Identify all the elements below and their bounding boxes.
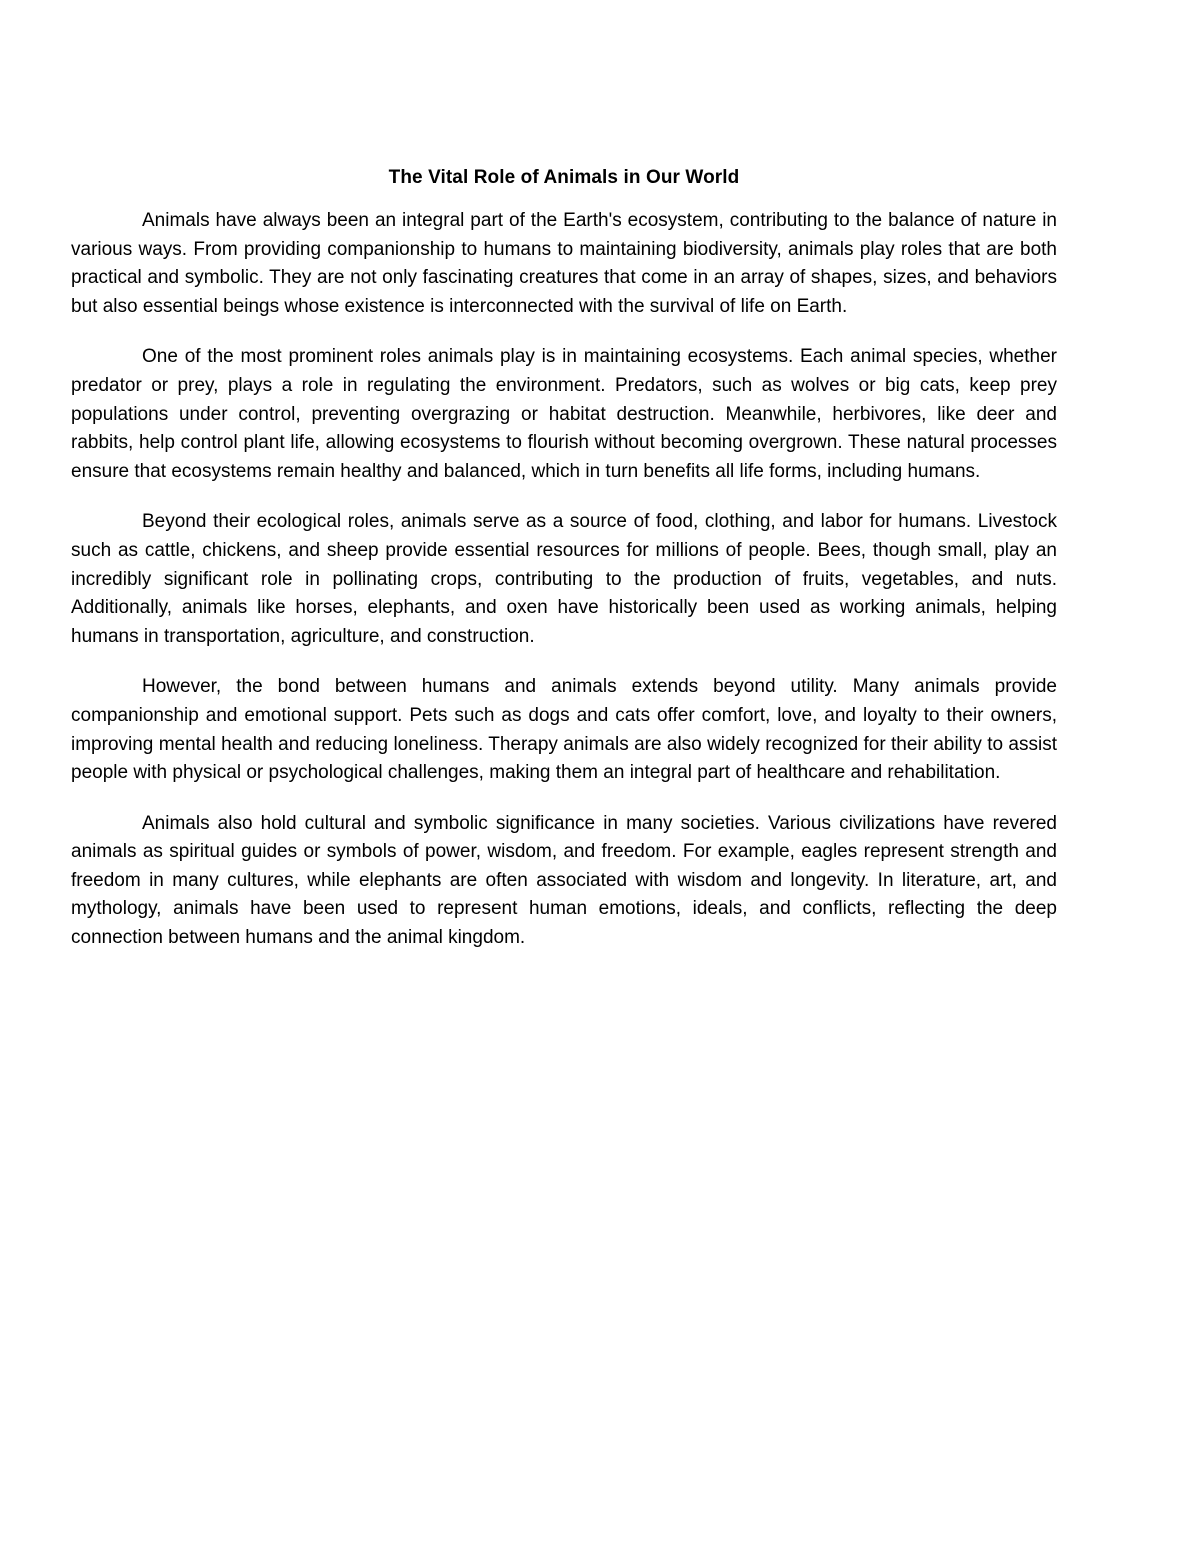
- paragraph-4: However, the bond between humans and animals extends beyond utility. Many animals provide companionship and emotional support. Pets such as dogs and cats offer comfort, love, and loyalty to their owners, improving mental health and reducing loneliness. Therapy animals are also widely recognized for their ability to assist people with physical or psychological challenges, making them an integral part of healthcare and rehabilitation.: [71, 676, 1057, 784]
- document-body: [71, 164, 1057, 975]
- paragraph-1: Animals have always been an integral part of the Earth's ecosystem, contributing to the balance of nature in various ways. From providing companionship to humans to maintaining biodiversity, animals play roles that are both practical and symbolic. They are not only fascinating creatures that come in an array of shapes, sizes, and behaviors but also essential beings whose existence is interconnected with the survival of life on Earth.: [71, 210, 1057, 317]
- paragraph-5: Animals also hold cultural and symbolic significance in many societies. Various civilizations have revered animals as spiritual guides or symbols of power, wisdom, and freedom. For example, eagles represent strength and freedom in many cultures, while elephants are often associated with wisdom and longevity. In literature, art, and mythology, animals have been used to represent human emotions, ideals, and conflicts, reflecting the deep connection between humans and the animal kingdom.: [71, 812, 1057, 949]
- paragraph-3: Beyond their ecological roles, animals serve as a source of food, clothing, and labor for humans. Livestock such as cattle, chickens, and sheep provide essential resources for millions of people. Bees, though small, play an incredibly significant role in pollinating crops, contributing to the production of fruits, vegetables, and nuts. Additionally, animals like horses, elephants, and oxen have historically been used as working animals, helping humans in transportation, agriculture, and construction.: [71, 511, 1057, 647]
- document-title: The Vital Role of Animals in Our World: [388, 167, 740, 188]
- paragraph-2: One of the most prominent roles animals play is in maintaining ecosystems. Each animal species, whether predator or prey, plays a role in regulating the environment. Predators, such as wolves or big cats, keep prey populations under control, preventing overgrazing or habitat destruction. Meanwhile, herbivores, like deer and rabbits, help control plant life, allowing ecosystems to flourish without becoming overgrown. These natural processes ensure that ecosystems remain healthy and balanced, which in turn benefits all life forms, including humans.: [71, 346, 1057, 482]
